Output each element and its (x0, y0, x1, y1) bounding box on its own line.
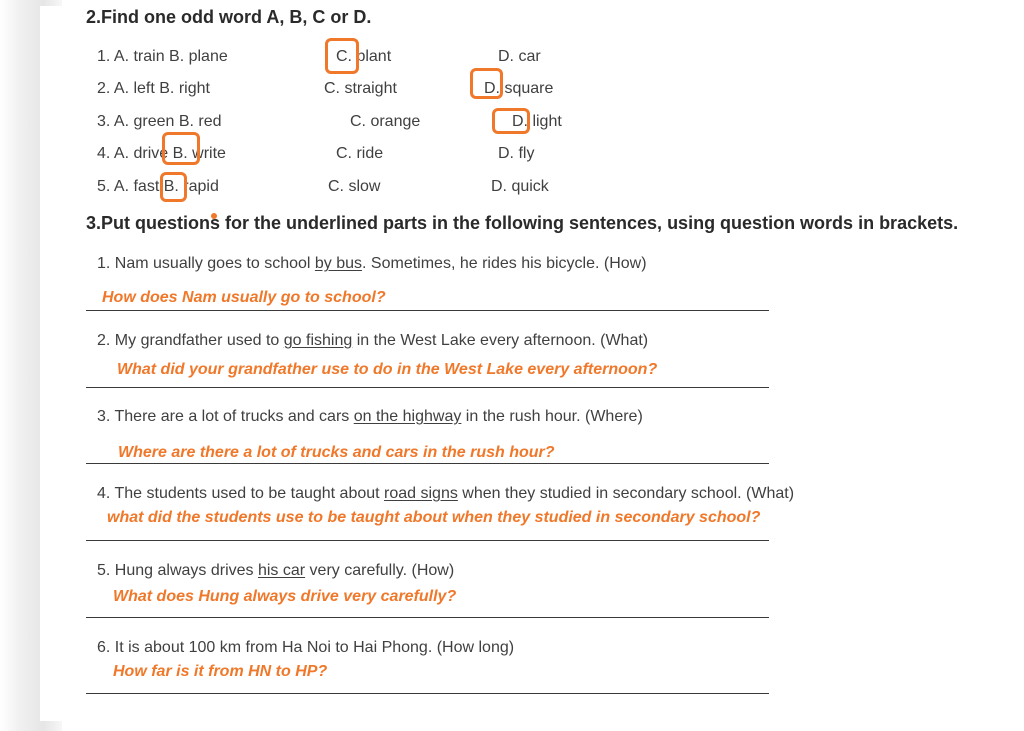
s6-answer: How far is it from HN to HP? (113, 663, 328, 680)
q5-ab: 5. A. fast B. rapid (97, 178, 219, 195)
answer-box-q2 (470, 68, 503, 99)
q4-ab: 4. A. drive B. write (97, 145, 226, 162)
s1-answer: How does Nam usually go to school? (102, 289, 386, 306)
q3-ab: 3. A. green B. red (97, 113, 222, 130)
q1-d: D. car (498, 48, 541, 65)
q3-c: C. orange (350, 113, 421, 130)
q2-ab: 2. A. left B. right (97, 80, 210, 97)
q2-d: D. square (484, 80, 554, 97)
s6-sentence: 6. It is about 100 km from Ha Noi to Hai Phong. (How long) (97, 639, 515, 656)
s1-sentence: 1. Nam usually goes to school by bus. Sometimes, he rides his bicycle. (How) (97, 255, 647, 272)
q1-ab: 1. A. train B. plane (97, 48, 228, 65)
answer-box-q5 (160, 172, 187, 202)
s4-sentence: 4. The students used to be taught about road signs when they studied in secondary school. (What) (97, 485, 795, 502)
s1-answer-line (86, 310, 769, 311)
answer-box-q3 (492, 108, 530, 134)
q5-d: D. quick (491, 178, 549, 195)
s2-sentence: 2. My grandfather used to go fishing in the West Lake every afternoon. (What) (97, 332, 649, 349)
s3-answer-line (86, 463, 769, 464)
answer-box-q1 (325, 38, 359, 74)
s4-answer: what did the students use to be taught about when they studied in secondary school? (107, 509, 761, 526)
q2-c: C. straight (324, 80, 397, 97)
q1-c: C. plant (336, 48, 392, 65)
q4-d: D. fly (498, 145, 535, 162)
s4-answer-line (86, 540, 769, 541)
s2-answer-line (86, 387, 769, 388)
s3-answer: Where are there a lot of trucks and cars in the rush hour? (118, 444, 555, 461)
s6-answer-line (86, 693, 769, 694)
q4-c: C. ride (336, 145, 384, 162)
s5-answer: What does Hung always drive very carefully? (113, 588, 457, 605)
s3-sentence: 3. There are a lot of trucks and cars on the highway in the rush hour. (Where) (97, 408, 643, 425)
s5-sentence: 5. Hung always drives his car very carefully. (How) (97, 562, 455, 579)
s2-answer: What did your grandfather use to do in the West Lake every afternoon? (117, 361, 658, 378)
answer-box-q4 (162, 132, 200, 165)
s5-answer-line (86, 617, 769, 618)
section3-heading: 3.Put questions for the underlined parts in the following sentences, using question words in brackets. (86, 213, 959, 233)
q5-c: C. slow (328, 178, 381, 195)
q3-d: D. light (512, 113, 562, 130)
section2-heading: 2.Find one odd word A, B, C or D. (86, 7, 372, 27)
